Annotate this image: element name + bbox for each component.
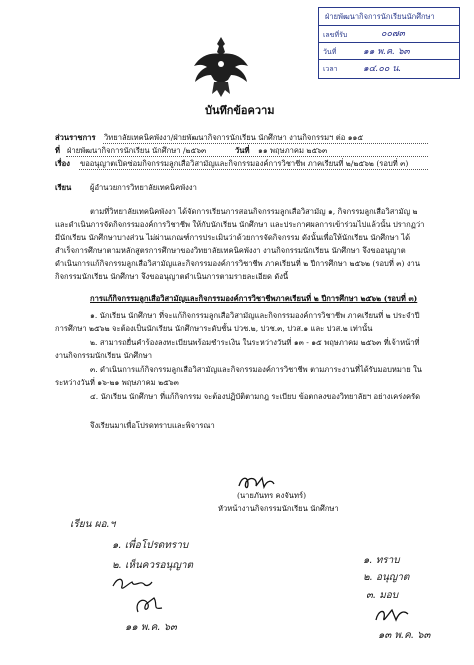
stamp-receive-no: ๐๐๗๓ bbox=[381, 29, 405, 39]
stamp-time: ๑๔.๐๐ น. bbox=[363, 64, 402, 74]
list-item: ๔. นักเรียน นักศึกษา ที่แก้กิจกรรม จะต้องปฏิบัติตามกฎ ระเบียบ ข้อตกลงของวิทยาลัยฯ อย่างเคร่งครัด bbox=[90, 392, 421, 401]
para-line: มีนักเรียน นักศึกษาบางส่วน ไม่ผ่านเกณฑ์การประเมินว่าด้วยการจัดกิจกรรม ดังนั้นเพื่อให้นักเรียน นักศึกษา ได้ bbox=[55, 233, 411, 242]
handwritten-note: ๒. เห็นควรอนุญาต bbox=[112, 560, 193, 571]
date-label: วันที่ bbox=[235, 146, 250, 155]
list-item: ๑. นักเรียน นักศึกษา ที่จะแก้กิจกรรมลูกเสือวิสามัญและกิจกรรมองค์การวิชาชีพ ภาคเรียนที่ ๒ ประจำปี bbox=[90, 311, 420, 320]
section-title: การแก้กิจกรรมลูกเสือวิสามัญและกิจกรรมองค์การวิชาชีพภาคเรียนที่ ๒ ปีการศึกษา ๒๕๖๒ (รอบที่ ๓) bbox=[90, 294, 418, 303]
stamp-date: ๑๑ พ.ค. ๖๓ bbox=[363, 47, 410, 57]
para-line: และดำเนินการจัดกิจกรรมองค์การวิชาชีพ ให้กับนักเรียน นักศึกษา และประกาศผลการเข้าร่วมไปแล้วนั้น ปรากฏว่า bbox=[55, 220, 425, 229]
ref-label: ที่ bbox=[55, 146, 61, 155]
handwritten-note: ๒. อนุญาต bbox=[363, 572, 410, 583]
handwritten-note: ๑. ทราบ bbox=[363, 555, 400, 566]
handwritten-note: เรียน ผอ.ฯ bbox=[70, 519, 116, 530]
para-line: ดำเนินการแก้กิจกรรมลูกเสือวิสามัญและกิจกรรมองค์การวิชาชีพ ภาคเรียนที่ ๒ ปีการศึกษา ๒๕๖๒ (รอบที่ ๓) งาน bbox=[55, 259, 421, 268]
list-item: ๒. สามารถยื่นคำร้องลงทะเบียนพร้อมชำระเงิน ในระหว่างวันที่ ๑๓ - ๑๕ พฤษภาคม ๒๕๖๓ ที่เจ้าหน้าที่ bbox=[90, 338, 420, 347]
para-line: ตามที่วิทยาลัยเทคนิคพังงา ได้จัดการเรียนการสอนกิจกรรมลูกเสือวิสามัญ ๑, กิจกรรมลูกเสือวิสามัญ ๒ bbox=[90, 207, 418, 216]
stamp-time-label: เวลา bbox=[323, 65, 338, 73]
stamp-date-label: วันที่ bbox=[323, 48, 337, 56]
list-item: งานกิจกรรมนักเรียน นักศึกษา bbox=[55, 351, 152, 360]
signer-name: (นายภันทร คงจันทร์) bbox=[237, 491, 307, 500]
para-line: กิจกรรมนักเรียน นักศึกษา จึงขออนุญาตดำเนินการตามรายละเอียด ดังนี้ bbox=[55, 272, 289, 281]
agency-value: วิทยาลัยเทคนิคพังงา/ฝ่ายพัฒนากิจการนักเรียน นักศึกษา งานกิจกรรมฯ ต่อ ๑๑๕ bbox=[104, 133, 364, 142]
stamp-office: ฝ่ายพัฒนากิจการนักเรียนนักศึกษา bbox=[325, 12, 435, 21]
list-item: ระหว่างวันที่ ๑๖-๒๑ พฤษภาคม ๒๕๖๓ bbox=[55, 378, 179, 387]
handwritten-date-right: ๑๓ พ.ค. ๖๓ bbox=[378, 630, 431, 641]
director-signature bbox=[372, 604, 412, 626]
stamp-receive-no-label: เลขที่รับ bbox=[323, 31, 348, 39]
subject-value: ขออนุญาตเปิดซ่อมกิจกรรมลูกเสือวิสามัญและกิจกรรมองค์การวิชาชีพ ภาคเรียนที่ ๒/๒๕๖๒ (รอบที่ ๓) bbox=[80, 159, 409, 168]
handwritten-note: ๑. เพื่อโปรดทราบ bbox=[112, 540, 189, 551]
receipt-stamp bbox=[318, 7, 460, 79]
list-item: ๓. ดำเนินการแก้กิจกรรมลูกเสือวิสามัญและกิจกรรมองค์การวิชาชีพ ตามภาระงานที่ได้รับมอบหมาย ใน bbox=[90, 365, 422, 374]
handwritten-note: ๓. มอบ bbox=[366, 590, 399, 601]
left-endorser-signature bbox=[110, 574, 154, 594]
para-line: สำเร็จการศึกษาตามหลักสูตรการศึกษาของวิทยาลัยเทคนิคพังงา งานกิจกรรมนักเรียน นักศึกษา จึงขออนุญาต bbox=[55, 246, 406, 255]
date-value: ๑๑ พฤษภาคม ๒๕๖๓ bbox=[258, 146, 328, 155]
closing-text: จึงเรียนมาเพื่อโปรดทราบและพิจารณา bbox=[90, 421, 215, 430]
memo-title: บันทึกข้อความ bbox=[205, 104, 275, 117]
subject-label: เรื่อง bbox=[55, 159, 70, 168]
garuda-emblem bbox=[190, 34, 252, 100]
ref-value: ฝ่ายพัฒนากิจการนักเรียน นักศึกษา /๒๕๖๓ bbox=[67, 146, 207, 155]
signer-position: หัวหน้างานกิจกรรมนักเรียน นักศึกษา bbox=[218, 504, 339, 513]
left-initial-signature bbox=[132, 594, 168, 618]
salutation-label: เรียน bbox=[55, 183, 72, 192]
list-item: การศึกษา ๒๕๖๒ จะต้องเป็นนักเรียน นักศึกษาระดับชั้น ปวช.๒, ปวช.๓, ปวส.๑ และ ปวส.๒ เท่านั้น bbox=[55, 324, 373, 333]
handwritten-date-left: ๑๑ พ.ค. ๖๓ bbox=[125, 622, 177, 633]
salutation-value: ผู้อำนวยการวิทยาลัยเทคนิคพังงา bbox=[90, 183, 197, 192]
agency-label: ส่วนราชการ bbox=[55, 133, 96, 142]
